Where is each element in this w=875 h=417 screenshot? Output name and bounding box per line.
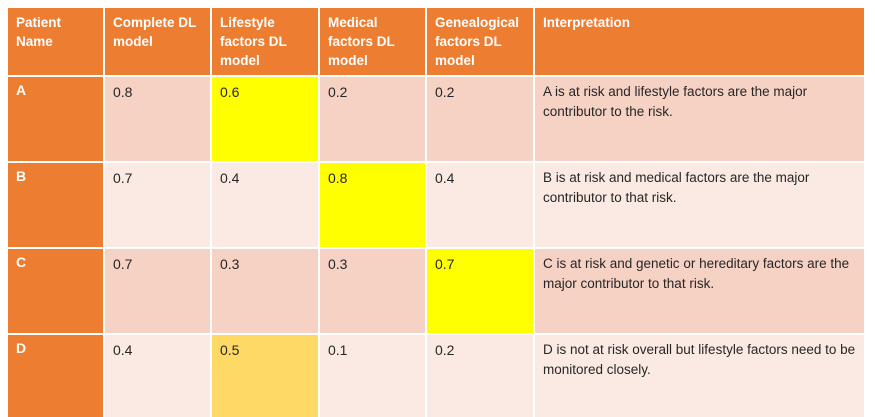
cell-interpretation-d: D is not at risk overall but lifestyle factors need to be monitored closely. bbox=[535, 335, 864, 417]
cell-medical-model-d: 0.1 bbox=[320, 335, 425, 417]
table-row-patient-b bbox=[8, 163, 864, 247]
cell-medical-model-c: 0.3 bbox=[320, 249, 425, 333]
cell-complete-model-b: 0.7 bbox=[105, 163, 210, 247]
column-header-interpretation: Interpretation bbox=[535, 8, 864, 75]
table-row-patient-c bbox=[8, 249, 864, 333]
cell-interpretation-b: B is at risk and medical factors are the major contributor to that risk. bbox=[535, 163, 864, 247]
column-header-medical-factors-dl-model: Medical factors DL model bbox=[320, 8, 425, 75]
row-label-patient-d: D bbox=[8, 335, 103, 417]
column-header-lifestyle-factors-dl-model: Lifestyle factors DL model bbox=[212, 8, 318, 75]
cell-genealogical-model-d: 0.2 bbox=[427, 335, 533, 417]
table-row-patient-a bbox=[8, 77, 864, 161]
column-header-complete-dl-model: Complete DL model bbox=[105, 8, 210, 75]
header-row bbox=[8, 8, 864, 75]
cell-complete-model-a: 0.8 bbox=[105, 77, 210, 161]
cell-medical-model-a: 0.2 bbox=[320, 77, 425, 161]
patient-risk-table bbox=[6, 6, 866, 417]
cell-interpretation-c: C is at risk and genetic or hereditary factors are the major contributor to that risk. bbox=[535, 249, 864, 333]
cell-lifestyle-model-a: 0.6 bbox=[212, 77, 318, 161]
cell-lifestyle-model-b: 0.4 bbox=[212, 163, 318, 247]
column-header-genealogical-factors-dl-model: Genealogical factors DL model bbox=[427, 8, 533, 75]
cell-genealogical-model-c: 0.7 bbox=[427, 249, 533, 333]
cell-complete-model-c: 0.7 bbox=[105, 249, 210, 333]
cell-lifestyle-model-c: 0.3 bbox=[212, 249, 318, 333]
cell-genealogical-model-b: 0.4 bbox=[427, 163, 533, 247]
table-row-patient-d bbox=[8, 335, 864, 417]
row-label-patient-b: B bbox=[8, 163, 103, 247]
cell-interpretation-a: A is at risk and lifestyle factors are the major contributor to the risk. bbox=[535, 77, 864, 161]
cell-medical-model-b: 0.8 bbox=[320, 163, 425, 247]
row-label-patient-a: A bbox=[8, 77, 103, 161]
cell-lifestyle-model-d: 0.5 bbox=[212, 335, 318, 417]
column-header-patient-name: Patient Name bbox=[8, 8, 103, 75]
cell-complete-model-d: 0.4 bbox=[105, 335, 210, 417]
row-label-patient-c: C bbox=[8, 249, 103, 333]
cell-genealogical-model-a: 0.2 bbox=[427, 77, 533, 161]
